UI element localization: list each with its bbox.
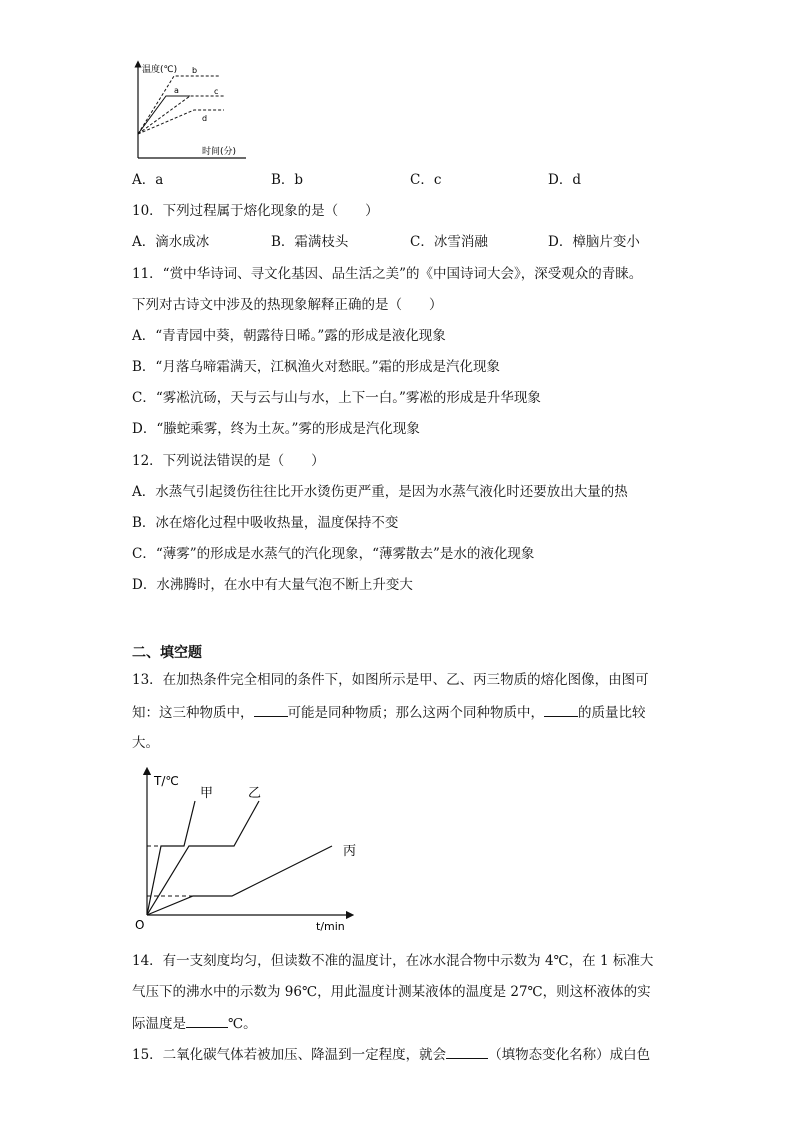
q10-option-b: B．霜满枝头 <box>271 234 349 250</box>
melting-curve-figure <box>132 765 362 935</box>
q12-stem: 12．下列说法错误的是（ ） <box>132 453 325 469</box>
curve-jia-label: 甲 <box>200 786 214 801</box>
q11-option-a: A．“青青园中葵，朝露待日晞。”露的形成是液化现象 <box>132 328 446 344</box>
q12-option-d: D．水沸腾时，在水中有大量气泡不断上升变大 <box>132 577 413 593</box>
q15-line1 <box>132 1044 650 1065</box>
y-axis-label: 温度(℃) <box>142 65 178 75</box>
curve-d <box>138 110 224 134</box>
section-title: 二、填空题 <box>132 645 202 661</box>
q14-line3-part1: 际温度是 <box>132 1016 186 1032</box>
x-axis-label: 时间(分) <box>202 147 237 157</box>
q11-stem-line1: 11．“赏中华诗词、寻文化基因、品生活之美”的《中国诗词大会》，深受观众的青睐。 <box>132 266 643 282</box>
q15-blank[interactable] <box>446 1044 488 1059</box>
q13-line2 <box>132 702 646 723</box>
q9-option-a: A．a <box>132 172 164 188</box>
q10-option-c: C．冰雪消融 <box>410 234 488 250</box>
q15-line1-part1: 15．二氧化碳气体若被加压、降温到一定程度，就会 <box>132 1047 447 1063</box>
q10-option-d: D．樟脑片变小 <box>548 234 640 250</box>
q13-line3: 大。 <box>132 735 159 751</box>
q9-option-c: C．c <box>410 172 442 188</box>
q13-line2-part1: 知：这三种物质中， <box>132 705 254 721</box>
q11-option-b: B．“月落乌啼霜满天，江枫渔火对愁眠。”霜的形成是汽化现象 <box>132 359 500 375</box>
q13-blank-1[interactable] <box>254 702 288 717</box>
q11-stem-line2: 下列对古诗文中涉及的热现象解释正确的是（ ） <box>132 297 443 313</box>
q13-blank-2[interactable] <box>544 702 578 717</box>
q14-line1: 14．有一支刻度均匀，但读数不准的温度计，在冰水混合物中示数为 4℃，在 1 标准大 <box>132 953 654 969</box>
q14-line3 <box>132 1013 257 1034</box>
q12-option-b: B．冰在熔化过程中吸收热量，温度保持不变 <box>132 515 399 531</box>
curve-yi-label: 乙 <box>248 786 262 801</box>
t-axis-label: T/℃ <box>154 774 179 788</box>
origin-label: O <box>135 918 145 932</box>
curve-c <box>138 96 224 134</box>
q9-option-d: D．d <box>548 172 581 188</box>
q13-line1: 13．在加热条件完全相同的条件下，如图所示是甲、乙、丙三物质的熔化图像，由图可 <box>132 672 649 688</box>
curve-bing-label: 丙 <box>343 844 357 859</box>
q10-option-a: A．滴水成冰 <box>132 234 210 250</box>
q9-option-b: B．b <box>271 172 304 188</box>
curve-yi <box>147 801 259 915</box>
curve-c-label: c <box>214 87 219 96</box>
q15-line1-part2: （填物态变化名称）成白色 <box>488 1047 651 1063</box>
time-axis-label: t/min <box>316 920 345 933</box>
q13-line2-part3: 的质量比较 <box>578 705 646 721</box>
curve-bing <box>147 846 332 915</box>
q10-stem: 10．下列过程属于熔化现象的是（ ） <box>132 203 379 219</box>
curve-b-label: b <box>192 66 198 75</box>
q12-option-c: C．“薄雾”的形成是水蒸气的汽化现象，“薄雾散去”是水的液化现象 <box>132 546 535 562</box>
heating-curve-figure <box>128 58 258 164</box>
q12-option-a: A．水蒸气引起烫伤往往比开水烫伤更严重，是因为水蒸气液化时还要放出大量的热 <box>132 484 628 500</box>
curve-a-label: a <box>174 86 179 95</box>
q11-option-c: C．“雾凇沆砀，天与云与山与水，上下一白。”雾凇的形成是升华现象 <box>132 390 541 406</box>
q14-blank[interactable] <box>186 1013 228 1028</box>
q14-line2: 气压下的沸水中的示数为 96℃，用此温度计测某液体的温度是 27℃，则这杯液体的实 <box>132 984 651 1000</box>
q11-option-d: D．“螣蛇乘雾，终为土灰。”雾的形成是汽化现象 <box>132 421 420 437</box>
q14-line3-part2: ℃。 <box>228 1016 257 1032</box>
q13-line2-part2: 可能是同种物质；那么这两个同种物质中， <box>287 705 544 721</box>
curve-d-label: d <box>202 114 208 123</box>
